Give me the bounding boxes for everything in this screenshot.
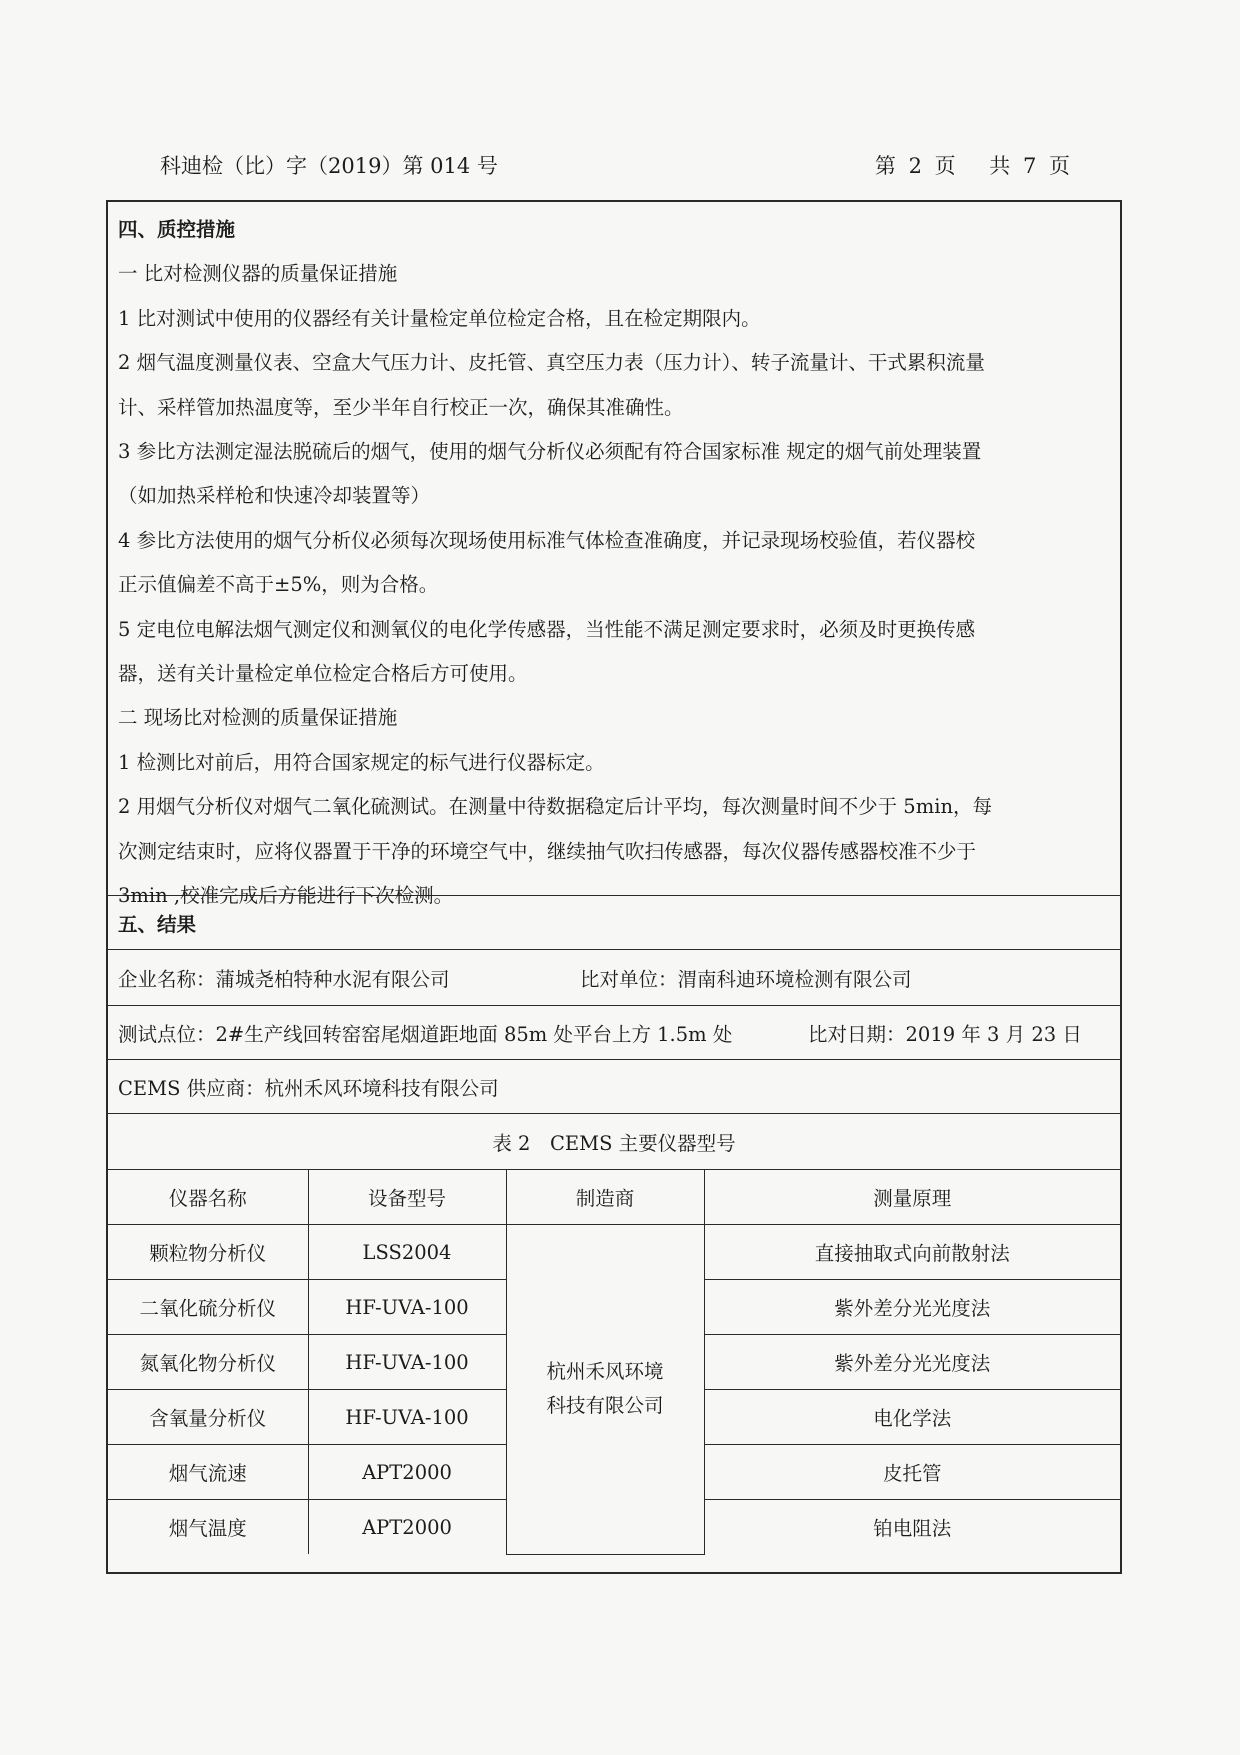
table-caption-row xyxy=(108,1114,1120,1170)
measurement-principle: 紫外差分光光度法 xyxy=(704,1280,1120,1335)
column-header: 仪器名称 xyxy=(108,1170,308,1225)
enterprise-row xyxy=(108,950,1120,1006)
paragraph-line: 正示值偏差不高于±5%，则为合格。 xyxy=(118,573,439,597)
paragraph-line: 4 参比方法使用的烟气分析仪必须每次现场使用标准气体检查准确度，并记录现场校验值，若仪器校 xyxy=(118,528,976,552)
compare-unit: 比对单位：渭南科迪环境检测有限公司 xyxy=(580,967,912,991)
paragraph-line: （如加热采样枪和快速冷却装置等） xyxy=(118,484,431,508)
instrument-model: APT2000 xyxy=(308,1500,506,1555)
page-header xyxy=(160,150,1070,184)
table-header-row xyxy=(108,1170,1120,1225)
paragraph-line: 1 比对测试中使用的仪器经有关计量检定单位检定合格，且在检定期限内。 xyxy=(118,306,761,330)
instrument-name: 二氧化硫分析仪 xyxy=(108,1280,308,1335)
test-point-row xyxy=(108,1006,1120,1060)
test-point: 测试点位：2#生产线回转窑窑尾烟道距地面 85m 处平台上方 1.5m 处 xyxy=(118,1022,733,1046)
paragraph-line: 3 参比方法测定湿法脱硫后的烟气，使用的烟气分析仪必须配有符合国家标准 规定的烟气前处理装置 xyxy=(118,440,982,464)
instrument-name: 烟气温度 xyxy=(108,1500,308,1555)
table-row xyxy=(108,1225,1120,1280)
cems-supplier: CEMS 供应商：杭州禾风环境科技有限公司 xyxy=(118,1076,499,1100)
column-header: 制造商 xyxy=(506,1170,704,1225)
manufacturer-cell xyxy=(506,1225,704,1555)
section-title: 四、质控措施 xyxy=(118,218,236,241)
enterprise-name: 企业名称：蒲城尧柏特种水泥有限公司 xyxy=(118,967,450,991)
paragraph-line: 次测定结束时，应将仪器置于干净的环境空气中，继续抽气吹扫传感器，每次仪器传感器校准不少于 xyxy=(118,839,977,863)
compare-date: 比对日期：2019 年 3 月 23 日 xyxy=(808,1022,1082,1046)
page-number: 第 2 页 共 7 页 xyxy=(874,154,1070,178)
column-header: 测量原理 xyxy=(704,1170,1120,1225)
section-title: 五、结果 xyxy=(118,912,197,936)
paragraph-line: 二 现场比对检测的质量保证措施 xyxy=(118,706,398,730)
paragraph-line: 器，送有关计量检定单位检定合格后方可使用。 xyxy=(118,662,528,686)
instrument-model: HF-UVA-100 xyxy=(308,1390,506,1445)
instrument-name: 含氧量分析仪 xyxy=(108,1390,308,1445)
instrument-name: 烟气流速 xyxy=(108,1445,308,1500)
instrument-table xyxy=(108,1170,1120,1555)
instrument-name: 氮氧化物分析仪 xyxy=(108,1335,308,1390)
manufacturer-line: 杭州禾风环境 xyxy=(546,1360,664,1384)
cems-supplier-row xyxy=(108,1060,1120,1114)
instrument-model: HF-UVA-100 xyxy=(308,1280,506,1335)
measurement-principle: 紫外差分光光度法 xyxy=(704,1335,1120,1390)
results-title-row xyxy=(108,896,1120,950)
paragraph-line: 一 比对检测仪器的质量保证措施 xyxy=(118,262,398,286)
paragraph-line: 2 用烟气分析仪对烟气二氧化硫测试。在测量中待数据稳定后计平均，每次测量时间不少于 5min，每 xyxy=(118,795,992,819)
paragraph-line: 2 烟气温度测量仪表、空盒大气压力计、皮托管、真空压力表（压力计）、转子流量计、干式累积流量 xyxy=(118,351,985,375)
table-caption: 表 2 CEMS 主要仪器型号 xyxy=(492,1131,736,1155)
paragraph-line: 1 检测比对前后，用符合国家规定的标气进行仪器标定。 xyxy=(118,750,605,774)
measurement-principle: 铂电阻法 xyxy=(704,1500,1120,1555)
measurement-principle: 皮托管 xyxy=(704,1445,1120,1500)
paragraph-line: 5 定电位电解法烟气测定仪和测氧仪的电化学传感器，当性能不满足测定要求时，必须及时更换传感 xyxy=(118,617,976,641)
manufacturer-line: 科技有限公司 xyxy=(546,1394,664,1418)
instrument-model: LSS2004 xyxy=(308,1225,506,1280)
report-frame xyxy=(106,200,1122,1574)
measurement-principle: 直接抽取式向前散射法 xyxy=(704,1225,1120,1280)
paragraph-line: 计、采样管加热温度等，至少半年自行校正一次，确保其准确性。 xyxy=(118,395,684,419)
instrument-name: 颗粒物分析仪 xyxy=(108,1225,308,1280)
instrument-model: APT2000 xyxy=(308,1445,506,1500)
column-header: 设备型号 xyxy=(308,1170,506,1225)
instrument-model: HF-UVA-100 xyxy=(308,1335,506,1390)
measurement-principle: 电化学法 xyxy=(704,1390,1120,1445)
paragraph-line: 3min ,校准完成后方能进行下次检测。 xyxy=(118,884,454,908)
quality-control-section xyxy=(108,202,1120,908)
document-number: 科迪检（比）字（2019）第 014 号 xyxy=(160,154,498,178)
